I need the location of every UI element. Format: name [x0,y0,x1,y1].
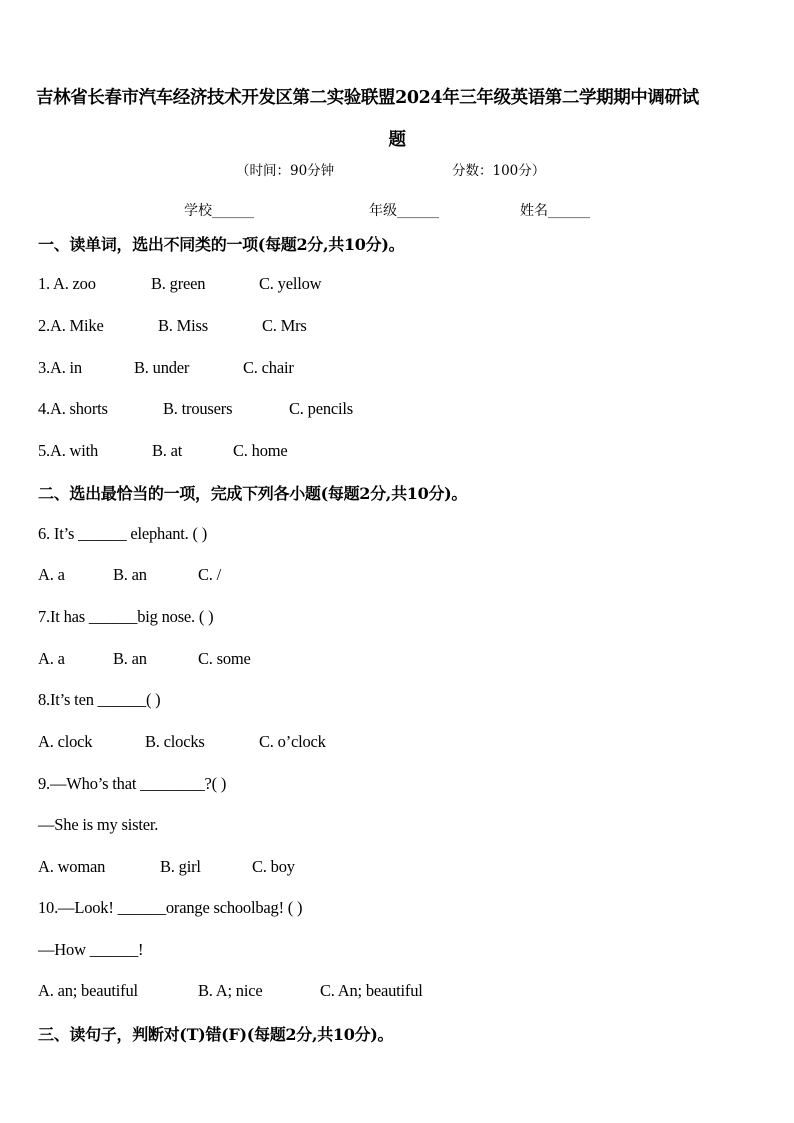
exam-time: （时间：90分钟 [236,163,335,179]
school-field-label: 学校______ [184,203,254,219]
q8-option-c: C. o’clock [259,732,326,751]
q10-stem: 10.—Look! ______orange schoolbag! ( ) [38,898,303,917]
q9-reply: —She is my sister. [38,815,159,834]
q6-stem: 6. It’s ______ elephant. ( ) [38,524,207,543]
q9-option-c: C. boy [252,857,295,876]
exam-title-line1: 吉林省长春市汽车经济技术开发区第二实验联盟2024年三年级英语第二学期期中调研试 [36,88,699,108]
q7-option-b: B. an [113,649,147,668]
exam-score: 分数：100分） [452,163,546,179]
q4-option-b: B. trousers [163,399,233,418]
section2-heading: 二、选出最恰当的一项，完成下列各小题(每题2分,共10分)。 [38,484,468,503]
q6-option-a: A. a [38,565,65,584]
q7-option-c: C. some [198,649,251,668]
q6-option-c: C. / [198,565,222,584]
q1-option-b: B. green [151,274,206,293]
q1-option-a: 1. A. zoo [38,274,96,293]
q4-option-a: 4.A. shorts [38,399,108,418]
q8-option-b: B. clocks [145,732,205,751]
q3-option-a: 3.A. in [38,358,82,377]
q9-option-b: B. girl [160,857,201,876]
exam-title-line2: 题 [388,130,406,150]
q4-option-c: C. pencils [289,399,353,418]
q3-option-b: B. under [134,358,190,377]
q5-option-c: C. home [233,441,288,460]
q2-option-c: C. Mrs [262,316,307,335]
q8-option-a: A. clock [38,732,93,751]
q5-option-b: B. at [152,441,183,460]
section3-heading: 三、读句子，判断对(T)错(F)(每题2分,共10分)。 [38,1025,394,1044]
q10-option-c: C. An; beautiful [320,981,423,1000]
q9-stem: 9.—Who’s that ________?( ) [38,774,227,793]
q6-option-b: B. an [113,565,147,584]
q1-option-c: C. yellow [259,274,322,293]
q8-stem: 8.It’s ten ______( ) [38,690,161,709]
grade-field-label: 年级______ [369,203,439,219]
q10-option-a: A. an; beautiful [38,981,138,1000]
q3-option-c: C. chair [243,358,294,377]
q5-option-a: 5.A. with [38,441,99,460]
q2-option-b: B. Miss [158,316,208,335]
q9-option-a: A. woman [38,857,106,876]
section1-heading: 一、读单词，选出不同类的一项(每题2分,共10分)。 [38,235,405,254]
name-field-label: 姓名______ [520,203,590,219]
q10-option-b: B. A; nice [198,981,263,1000]
q2-option-a: 2.A. Mike [38,316,104,335]
q7-option-a: A. a [38,649,65,668]
q7-stem: 7.It has ______big nose. ( ) [38,607,214,626]
q10-reply: —How ______! [38,940,144,959]
